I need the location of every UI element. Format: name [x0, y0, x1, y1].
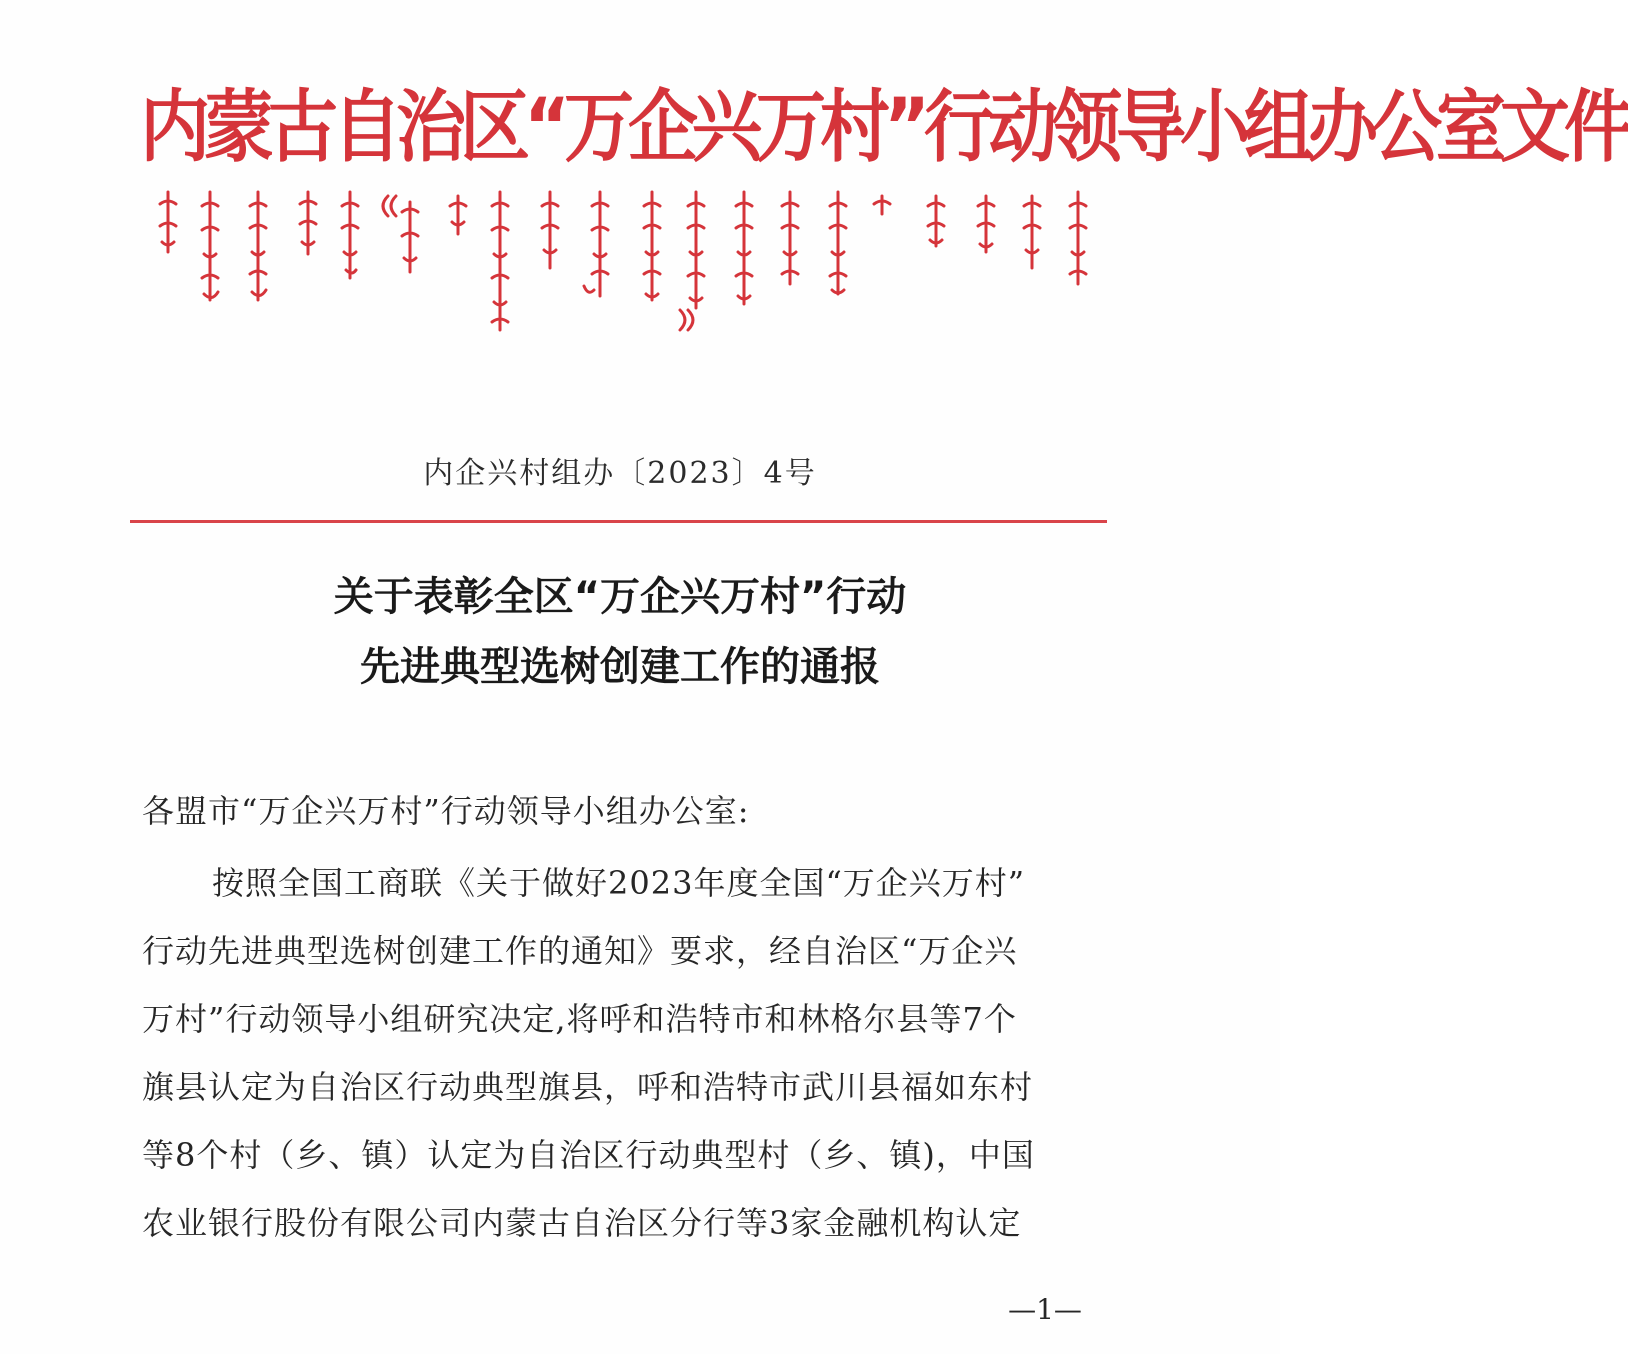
body-line-2: 行动先进典型选树创建工作的通知》要求，经自治区“万企兴 [142, 932, 1018, 970]
body-line-1: 按照全国工商联《关于做好2023年度全国“万企兴万村” [212, 864, 1026, 902]
body-line-4: 旗县认定为自治区行动典型旗县，呼和浩特市武川县福如东村 [142, 1068, 1034, 1106]
document-title-line1: 关于表彰全区“万企兴万村”行动 [333, 574, 907, 620]
salutation: 各盟市“万企兴万村”行动领导小组办公室: [142, 792, 750, 830]
red-divider-line [130, 520, 1107, 523]
body-line-5: 等8个村（乡、镇）认定为自治区行动典型村（乡、镇)，中国 [142, 1136, 1035, 1174]
mongolian-script-header [140, 182, 1100, 342]
document-number: 内企兴村组办〔2023〕4号 [423, 456, 817, 491]
body-line-6: 农业银行股份有限公司内蒙古自治区分行等3家金融机构认定 [142, 1204, 1022, 1242]
red-header-title: 内蒙古自治区“万企兴万村”行动领导小组办公室文件 [140, 81, 1628, 173]
page-number: —1— [1008, 1293, 1082, 1326]
body-line-3: 万村”行动领导小组研究决定,将呼和浩特市和林格尔县等7个 [142, 1000, 1017, 1038]
document-title-line2: 先进典型选树创建工作的通报 [360, 644, 880, 690]
document-title [150, 562, 1090, 702]
